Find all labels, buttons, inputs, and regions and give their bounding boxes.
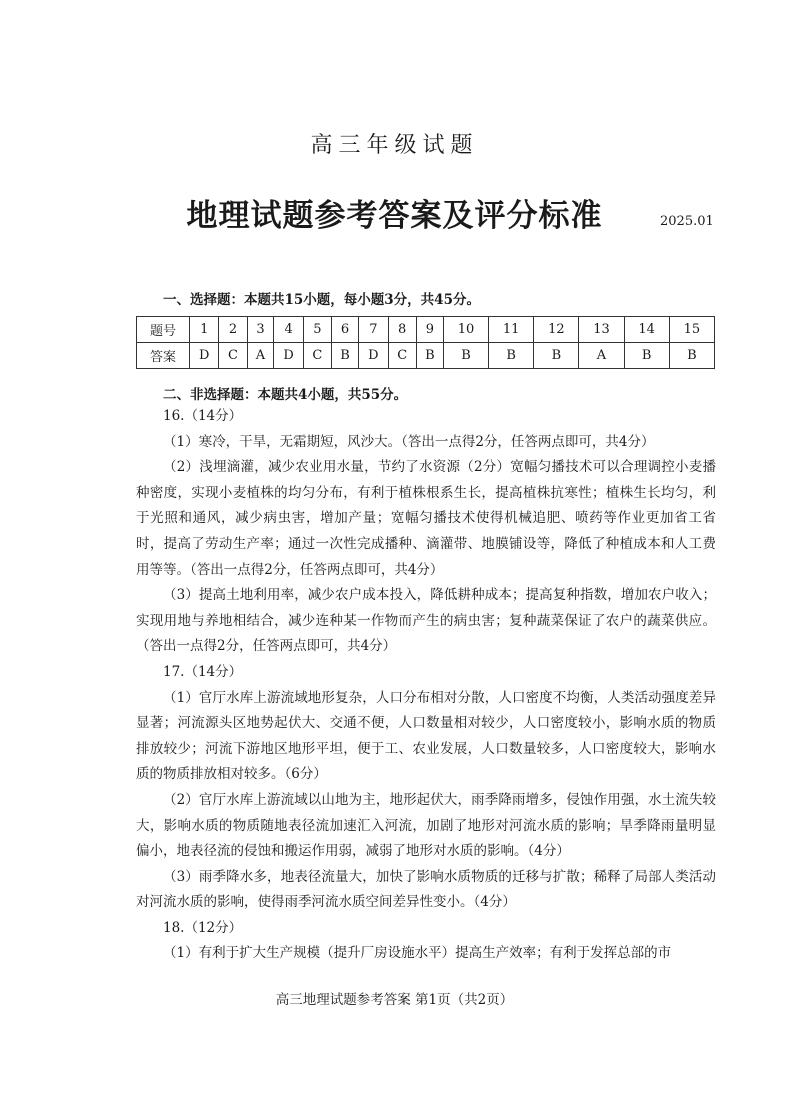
answer-cell: A <box>247 343 274 369</box>
answer-table <box>136 316 715 369</box>
answer-cell: B <box>416 343 443 369</box>
question-number: 14 <box>624 317 669 343</box>
section1-heading: 一、选择题：本题共15小题，每小题3分，共45分。 <box>163 292 480 308</box>
answer-cell: B <box>443 343 488 369</box>
question-number: 13 <box>579 317 624 343</box>
question-18-answer-1: （1）有利于扩大生产规模（提升厂房设施水平）提高生产效率；有利于发挥总部的市 <box>163 945 672 962</box>
question-number: 5 <box>303 317 331 343</box>
question-18-label: 18.（12分） <box>163 919 243 936</box>
question-number: 7 <box>359 317 388 343</box>
row-label-answer: 答案 <box>137 343 190 369</box>
question-number: 6 <box>331 317 358 343</box>
answer-cell: B <box>624 343 669 369</box>
exam-title: 高三年级试题 <box>310 133 479 158</box>
answer-cell: B <box>534 343 579 369</box>
question-17-answer-3: （3）雨季降水多，地表径流量大，加快了影响水质物质的迁移与扩散；稀释了局部人类活动对河流水质的影响，使得雨季河流水质空间差异性变小。（4分） <box>136 868 716 911</box>
question-number: 10 <box>443 317 488 343</box>
answer-cell: B <box>331 343 358 369</box>
answer-cell: B <box>489 343 534 369</box>
question-number: 15 <box>669 317 714 343</box>
answer-cell: D <box>190 343 219 369</box>
answer-cell: C <box>388 343 416 369</box>
answer-cell: B <box>669 343 714 369</box>
answer-table-number-row <box>137 317 715 343</box>
question-16-label: 16.（14分） <box>163 408 243 424</box>
answer-cell: A <box>579 343 624 369</box>
question-number: 2 <box>219 317 247 343</box>
answer-table-answer-row <box>137 343 715 369</box>
question-number: 3 <box>247 317 274 343</box>
row-label-number: 题号 <box>137 317 190 343</box>
question-17-answer-2: （2）官厅水库上游流域以山地为主，地形起伏大，雨季降雨增多，侵蚀作用强，水土流失较大，影响水质的物质随地表径流加速汇入河流，加剧了地形对河流水质的影响；旱季降雨量明显偏小，地表径流的侵蚀和搬运作用弱，减弱了地形对水质的影响。（4分） <box>136 791 716 860</box>
document-title: 地理试题参考答案及评分标准 <box>186 198 603 234</box>
question-16-answer-3: （3）提高土地利用率，减少农户成本投入，降低耕种成本；提高复种指数，增加农户收入；实现用地与养地相结合，减少连种某一作物而产生的病虫害；复种蔬菜保证了农户的蔬菜供应。（答出一点得2分，任答两点即可，共4分） <box>136 587 716 655</box>
question-number: 12 <box>534 317 579 343</box>
answer-cell: D <box>359 343 388 369</box>
page-footer: 高三地理试题参考答案 第1页（共2页） <box>275 992 514 1008</box>
question-17-label: 17.（14分） <box>163 663 243 680</box>
document-date: 2025.01 <box>660 214 714 229</box>
question-16-answer-1: （1）寒冷，干旱，无霜期短，风沙大。（答出一点得2分，任答两点即可，共4分） <box>163 433 655 450</box>
answer-cell: C <box>219 343 247 369</box>
answer-cell: D <box>274 343 303 369</box>
section2-heading: 二、非选择题：本题共4小题，共55分。 <box>163 387 408 403</box>
question-number: 1 <box>190 317 219 343</box>
question-number: 11 <box>489 317 534 343</box>
question-number: 8 <box>388 317 416 343</box>
section2-body <box>136 404 716 967</box>
question-number: 9 <box>416 317 443 343</box>
answer-cell: C <box>303 343 331 369</box>
question-16-answer-2: （2）浅埋滴灌，减少农业用水量，节约了水资源（2分）宽幅匀播技术可以合理调控小麦播种密度，实现小麦植株的均匀分布，有利于植株根系生长，提高植株抗寒性；植株生长均匀，利于光照和通风，减少病虫害，增加产量；宽幅匀播技术使得机械追肥、喷药等作业更加省工省时，提高了劳动生产率；通过一次性完成播种、滴灌带、地膜铺设等，降低了种植成本和人工费用等等。（答出一点得2分，任答两点即可，共4分） <box>136 459 716 578</box>
question-17-answer-1: （1）官厅水库上游流域地形复杂，人口分布相对分散，人口密度不均衡，人类活动强度差异显著；河流源头区地势起伏大、交通不便，人口数量相对较少，人口密度较小，影响水质的物质排放较少；河流下游地区地形平坦，便于工、农业发展，人口数量较多，人口密度较大，影响水质的物质排放相对较多。（6分） <box>136 689 716 783</box>
question-number: 4 <box>274 317 303 343</box>
